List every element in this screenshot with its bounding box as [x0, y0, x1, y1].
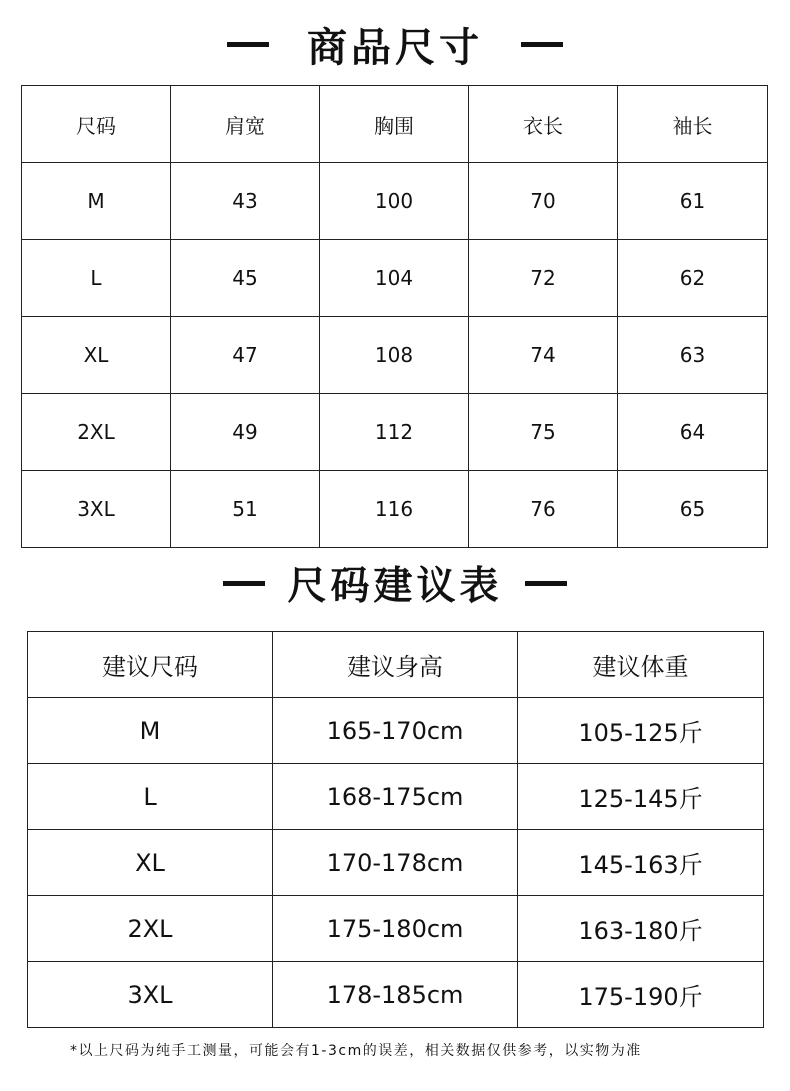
table-cell: 65 [618, 471, 768, 548]
table-row [22, 240, 768, 317]
header-cell-shoulder: 肩宽 [171, 86, 320, 163]
table-cell: M [22, 163, 171, 240]
table-cell: 2XL [28, 896, 273, 962]
table-cell: 3XL [22, 471, 171, 548]
recommend-section-title: 尺码建议表 [287, 564, 503, 609]
table-cell: 168-175cm [273, 764, 518, 830]
table-cell: 2XL [22, 394, 171, 471]
table-cell: 51 [171, 471, 320, 548]
header-cell-sleeve: 袖长 [618, 86, 768, 163]
table-cell: 70 [469, 163, 618, 240]
table-cell: XL [22, 317, 171, 394]
header-cell-length: 衣长 [469, 86, 618, 163]
table-cell: L [22, 240, 171, 317]
header-cell-recommended-height: 建议身高 [273, 632, 518, 698]
table-cell: 145-163斤 [518, 830, 764, 896]
table-cell: 163-180斤 [518, 896, 764, 962]
table-row [22, 471, 768, 548]
table-cell: 72 [469, 240, 618, 317]
table-cell: 43 [171, 163, 320, 240]
heading-dash-left [227, 42, 269, 47]
table-cell: 104 [320, 240, 469, 317]
table-cell: 170-178cm [273, 830, 518, 896]
table-cell: 112 [320, 394, 469, 471]
table-cell: 74 [469, 317, 618, 394]
header-cell-chest: 胸围 [320, 86, 469, 163]
table-row [22, 394, 768, 471]
table-cell: 178-185cm [273, 962, 518, 1028]
table-cell: 47 [171, 317, 320, 394]
table-cell: M [28, 698, 273, 764]
table-cell: 175-190斤 [518, 962, 764, 1028]
heading-dash-right [521, 42, 563, 47]
header-cell-recommended-size: 建议尺码 [28, 632, 273, 698]
table-cell: 64 [618, 394, 768, 471]
table-cell: XL [28, 830, 273, 896]
table-cell: 62 [618, 240, 768, 317]
recommend-section-heading [0, 553, 790, 613]
heading-dash-right [525, 581, 567, 586]
table-row [28, 764, 764, 830]
size-section-heading [0, 14, 790, 74]
heading-dash-left [223, 581, 265, 586]
size-table [21, 85, 768, 548]
table-row [22, 163, 768, 240]
table-cell: 63 [618, 317, 768, 394]
table-cell: 61 [618, 163, 768, 240]
table-cell: 125-145斤 [518, 764, 764, 830]
table-row [28, 830, 764, 896]
header-cell-recommended-weight: 建议体重 [518, 632, 764, 698]
table-row [22, 317, 768, 394]
table-cell: 105-125斤 [518, 698, 764, 764]
table-cell: 108 [320, 317, 469, 394]
table-row [28, 896, 764, 962]
table-cell: 175-180cm [273, 896, 518, 962]
table-cell: 165-170cm [273, 698, 518, 764]
table-cell: 49 [171, 394, 320, 471]
table-row [28, 698, 764, 764]
measurement-disclaimer: *以上尺码为纯手工测量，可能会有1-3cm的误差，相关数据仅供参考，以实物为准 [70, 1043, 642, 1059]
table-cell: 75 [469, 394, 618, 471]
table-cell: 76 [469, 471, 618, 548]
table-row [28, 962, 764, 1028]
table-cell: 100 [320, 163, 469, 240]
size-section-title: 商品尺寸 [307, 24, 483, 71]
table-cell: L [28, 764, 273, 830]
table-cell: 45 [171, 240, 320, 317]
rec-table-header-row [28, 632, 764, 698]
size-table-header-row [22, 86, 768, 163]
size-recommendation-table [27, 631, 764, 1028]
header-cell-size: 尺码 [22, 86, 171, 163]
table-cell: 3XL [28, 962, 273, 1028]
table-cell: 116 [320, 471, 469, 548]
